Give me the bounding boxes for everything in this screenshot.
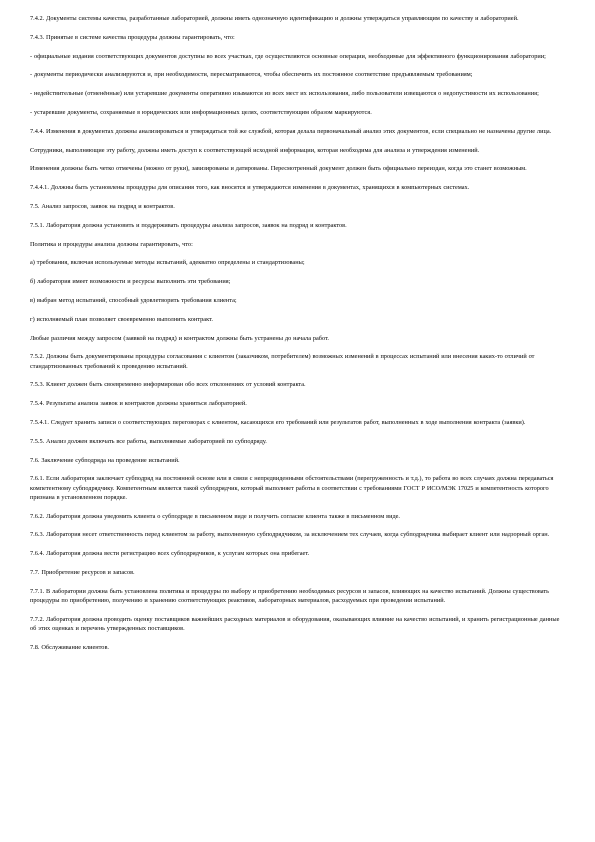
paragraph-policy-guarantee: Политика и процедуры анализа должны гарантировать, что: bbox=[30, 240, 193, 248]
list-item-v: в) выбран метод испытаний, способный удовлетворить требования клиента; bbox=[30, 296, 237, 304]
paragraph-7-5-2: 7.5.2. Должны быть документированы процедуры согласования с клиентом (заказчиком, потребителем) возможных изменений в процессах испытаний или внесения каких-то отличий от стандартизованных требований к проведению испытаний. bbox=[30, 353, 535, 370]
heading-7-8: 7.8. Обслуживание клиентов. bbox=[30, 643, 109, 651]
paragraph-7-7-2: 7.7.2. Лаборатория должна проводить оценку поставщиков важнейших расходных материалов и оборудования, оказывающих влияние на качество испытаний, и хранить регистрационные данные об этих оценках и перечень утвержденных поставщиков. bbox=[30, 615, 560, 632]
paragraph-changes-marked: Изменения должны быть четко отмечены (можно от руки), завизированы и датированы. Пересмотренный документ должен быть официально переиздан, когда это станет возможным. bbox=[30, 165, 527, 173]
paragraph-7-4-4: 7.4.4. Изменения в документах должны анализироваться и утверждаться той же службой, которая делала первоначальный анализ этих документов, если специально не назначены другие лица. bbox=[30, 127, 552, 135]
paragraph-7-6-1: 7.6.1. Если лаборатория заключает субподряд на постоянной основе или в связи с непредвиденными обстоятельствами (перегруженность и т.д.), то работа во всех случаях должна передаваться компетентному субподрядчику. Компетентным является такой субподрядчик, который выполняет работы в соответствии с требованиями ГОСТ Р ИСО/МЭК 17025 и компетентность которого признана в установленном порядке. bbox=[30, 475, 554, 501]
list-item-a: а) требования, включая используемые методы испытаний, адекватно определены и стандартизованы; bbox=[30, 259, 305, 267]
paragraph-7-6-4: 7.6.4. Лаборатория должна вести регистрацию всех субподрядчиков, к услугам которых она прибегает. bbox=[30, 550, 310, 558]
bullet-obsolete-documents: - устаревшие документы, сохраняемые в юридических или информационных целях, соответствующим образом маркируются. bbox=[30, 108, 372, 116]
paragraph-7-4-4-1: 7.4.4.1. Должны быть установлены процедуры для описания того, как вносятся и утверждаются изменения в документах, хранящихся в компьютерных системах. bbox=[30, 184, 470, 192]
paragraph-7-5-3: 7.5.3. Клиент должен быть своевременно информирован обо всех отклонениях от условий контракта. bbox=[30, 381, 306, 389]
bullet-periodic-review: - документы периодически анализируются и, при необходимости, пересматриваются, чтобы обеспечить их постоянное соответствие предъявляемым требованиям; bbox=[30, 71, 473, 79]
paragraph-7-5-4-1: 7.5.4.1. Следует хранить записи о соответствующих переговорах с клиентом, касающихся его требований или результатов работ, выполненных в ходе выполнения контракта (заявки). bbox=[30, 418, 526, 426]
heading-7-5: 7.5. Анализ запросов, заявок на подряд и контрактов. bbox=[30, 202, 175, 210]
paragraph-7-4-2: 7.4.2. Документы системы качества, разработанные лабораторией, должны иметь однозначную идентификацию и должны утверждаться управляющим по качеству и лабораторией. bbox=[30, 15, 519, 22]
list-item-b: б) лаборатория имеет возможности и ресурсы выполнить эти требования; bbox=[30, 278, 231, 286]
paragraph-7-5-5: 7.5.5. Анализ должен включать все работы, выполняемые лабораторией по субподряду. bbox=[30, 437, 267, 445]
paragraph-7-4-3: 7.4.3. Принятые в системе качества процедуры должны гарантировать, что: bbox=[30, 33, 235, 41]
paragraph-staff-access: Сотрудники, выполняющие эту работу, должны иметь доступ к соответствующей исходной информации, которая необходима для анализа и утверждения изменений. bbox=[30, 146, 480, 154]
paragraph-7-6-3: 7.6.3. Лаборатория несет ответственность перед клиентом за работу, выполненную субподрядчиком, за исключением тех случаев, когда субподрядчика выбирает клиент или надзорный орган. bbox=[30, 531, 550, 539]
list-item-g: г) исполняемый план позволяет своевременно выполнить контракт. bbox=[30, 315, 213, 323]
paragraph-7-5-1: 7.5.1. Лаборатория должна установить и поддерживать процедуры анализа запросов, заявок на подряд и контрактов. bbox=[30, 221, 347, 229]
paragraph-differences: Любые различия между запросом (заявкой на подряд) и контрактом должны быть устранены до начала работ. bbox=[30, 334, 329, 342]
paragraph-7-7-1: 7.7.1. В лаборатории должна быть установлена политика и процедуры по выбору и приобретению необходимых ресурсов и запасов, влияющих на качество испытаний. Должны существовать процедуры по приобретению, получению и хранению соответствующих реактивов, лабораторных материалов, расходуемых при проведении испытаний. bbox=[30, 587, 550, 604]
paragraph-7-6-2: 7.6.2. Лаборатория должна уведомить клиента о субподряде в письменном виде и получить согласие клиента также в письменном виде. bbox=[30, 512, 401, 520]
bullet-official-editions: - официальные издания соответствующих документов доступны во всех участках, где осуществляются основные операции, необходимые для эффективного функционирования лаборатории; bbox=[30, 52, 546, 60]
paragraph-7-5-4: 7.5.4. Результаты анализа заявок и контрактов должны храниться лабораторией. bbox=[30, 400, 247, 408]
heading-7-6: 7.6. Заключение субподряда на проведение испытаний. bbox=[30, 456, 180, 464]
heading-7-7: 7.7. Приобретение ресурсов и запасов. bbox=[30, 568, 135, 576]
bullet-invalid-documents: - недействительные (отменённые) или устаревшие документы оперативно изымаются из всех мест их использования, либо пользователи извещаются о недопустимости их использования; bbox=[30, 90, 539, 98]
